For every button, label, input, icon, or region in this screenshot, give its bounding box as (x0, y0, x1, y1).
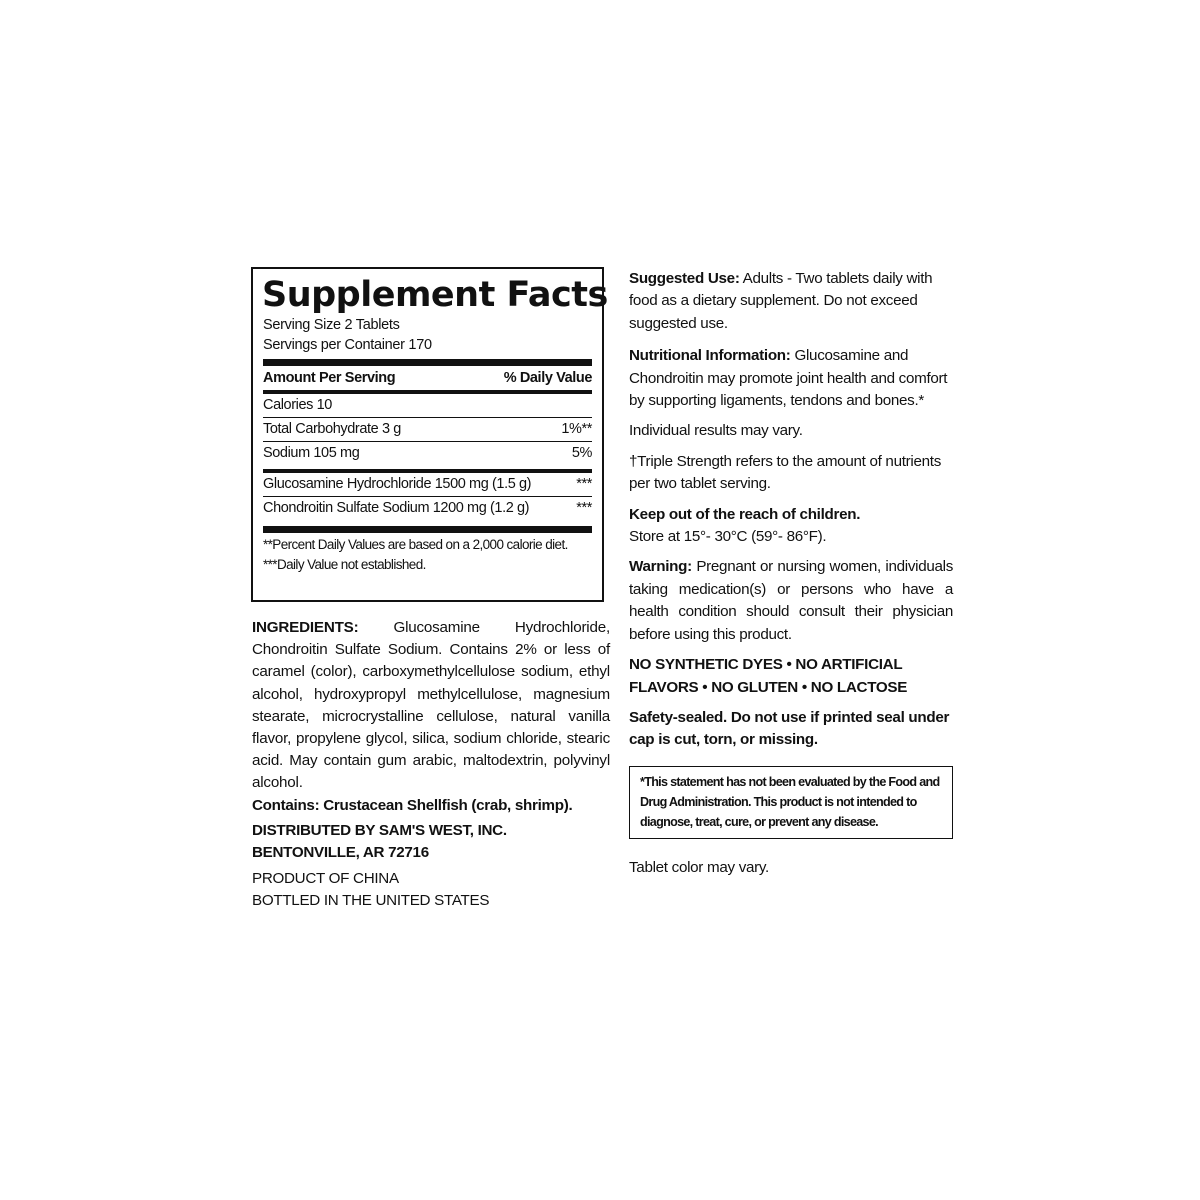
row-name: Sodium 105 mg (263, 445, 360, 461)
triple-strength-note: †Triple Strength refers to the amount of nutrients per two tablet serving. (629, 452, 941, 493)
warning-label: Warning: (629, 558, 692, 576)
suggested-use-text: Adults - Two tablets daily with food as a dietary supplement. Do not exceed suggested use. (629, 270, 933, 332)
servings-per-container: Servings per Container 170 (263, 337, 432, 353)
divider-thick (263, 359, 592, 366)
origin-line-1: PRODUCT OF CHINA (252, 869, 399, 887)
warning-text: Pregnant or nursing women, individuals taking medication(s) or persons who have a health condition should consult their physician before using this product. (629, 558, 954, 643)
suggested-use-label: Suggested Use: (629, 270, 740, 287)
origin-line-2: BOTTLED IN THE UNITED STATES (252, 891, 490, 909)
footnote-dv-not-established: ***Daily Value not established. (263, 557, 426, 572)
ingredients-paragraph (252, 617, 610, 795)
row-name: Calories 10 (263, 397, 332, 413)
footnote-percent-dv: **Percent Daily Values are based on a 2,000 calorie diet. (263, 537, 568, 552)
fda-statement-box: *This statement has not been evaluated by the Food and Drug Administration. This product is not intended to diagnose, treat, cure, or prevent any disease. (629, 766, 953, 839)
row-dv: *** (576, 500, 592, 516)
warning-paragraph (629, 556, 953, 646)
keep-out-block (629, 504, 953, 526)
table-row (263, 497, 592, 520)
table-header (263, 366, 592, 390)
table-row (263, 473, 592, 496)
free-from-line-1: NO SYNTHETIC DYES • NO ARTIFICIAL (629, 656, 903, 674)
nutritional-label: Nutritional Information: (629, 347, 791, 365)
row-name: Total Carbohydrate 3 g (263, 421, 401, 437)
divider-thick (263, 526, 592, 533)
ingredients-text: Glucosamine Hydrochloride, Chondroitin Sulfate Sodium. Contains 2% or less of caramel (color), carboxymethylcellulose sodium, ethyl alcohol, hydroxypropyl methylcellulose, magnesium stearate, microcrystalline cellulose, natural vanilla flavor, propylene glycol, silica, sodium chloride, stearic acid. May contain gum arabic, maltodextrin, polyvinyl alcohol. (252, 619, 610, 792)
row-dv: 5% (571, 445, 592, 461)
free-from-line-2: FLAVORS • NO GLUTEN • NO LACTOSE (629, 678, 908, 696)
storage-instructions: Store at 15°- 30°C (59°- 86°F). (629, 528, 827, 546)
tablet-color-note: Tablet color may vary. (629, 858, 769, 876)
serving-size: Serving Size 2 Tablets (263, 317, 400, 333)
supplement-facts-panel (251, 267, 608, 602)
table-row (263, 394, 592, 417)
row-name: Glucosamine Hydrochloride 1500 mg (1.5 g) (263, 476, 532, 492)
nutritional-text: Glucosamine and Chondroitin may promote joint health and comfort by supporting ligaments, tendons and bones.* (629, 347, 948, 410)
table-row (263, 418, 592, 441)
suggested-use (629, 268, 953, 335)
keep-out-of-reach: Keep out of the reach of children. (629, 505, 861, 523)
header-daily-value: % Daily Value (503, 370, 592, 386)
right-column (629, 268, 953, 887)
left-column (252, 617, 610, 912)
table-row (263, 442, 592, 465)
distributor-line-2: BENTONVILLE, AR 72716 (252, 843, 429, 861)
distributor-line-1: DISTRIBUTED BY SAM'S WEST, INC. (252, 821, 507, 839)
row-name: Chondroitin Sulfate Sodium 1200 mg (1.2 g) (263, 500, 530, 516)
safety-sealed-notice: Safety-sealed. Do not use if printed seal under cap is cut, torn, or missing. (629, 708, 950, 749)
supplement-facts-title: Supplement Facts (262, 275, 608, 315)
row-dv: 1%** (561, 421, 592, 437)
nutritional-information (629, 345, 953, 412)
allergen-statement: Contains: Crustacean Shellfish (crab, shrimp). (252, 796, 573, 814)
row-dv: *** (576, 476, 592, 492)
individual-results: Individual results may vary. (629, 422, 803, 440)
ingredients-label: INGREDIENTS: (252, 619, 359, 636)
header-amount: Amount Per Serving (263, 370, 396, 386)
